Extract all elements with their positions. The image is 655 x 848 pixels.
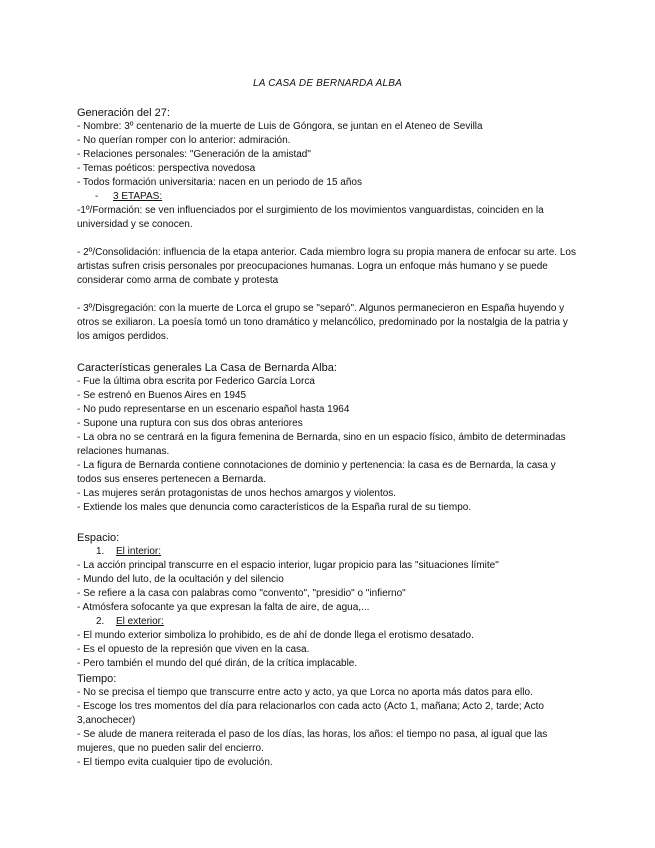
generacion-item: - Nombre: 3º centenario de la muerte de Luis de Góngora, se juntan en el Ateneo de Sevilla (77, 121, 483, 132)
caracteristicas-item: - La obra no se centrará en la figura femenina de Bernarda, sino en un espacio físico, ámbito de determinadas relaciones humanas. (77, 432, 566, 457)
tiempo-heading: Tiempo: (77, 673, 117, 685)
section-espacio (77, 531, 580, 671)
generacion-item: - Temas poéticos: perspectiva novedosa (77, 163, 256, 174)
generacion-heading: Generación del 27: (77, 107, 170, 119)
caracteristicas-item: - Se estrenó en Buenos Aires en 1945 (77, 390, 247, 401)
interior-number: 1. (96, 546, 105, 557)
tiempo-item: - El tiempo evita cualquier tipo de evolución. (77, 757, 273, 768)
exterior-label: El exterior: (116, 616, 164, 627)
generacion-item: - No querían romper con lo anterior: admiración. (77, 135, 291, 146)
exterior-item: - Es el opuesto de la represión que viven en la casa. (77, 644, 310, 655)
exterior-item: - El mundo exterior simboliza lo prohibido, es de ahí de donde llega el erotismo desatado. (77, 630, 474, 641)
etapas-heading (77, 190, 580, 204)
tiempo-item: - Escoge los tres momentos del día para relacionarlos con cada acto (Acto 1, mañana; Acto 2, tarde; Acto 3,anochecer) (77, 701, 544, 726)
interior-item: - La acción principal transcurre en el espacio interior, lugar propicio para las "situaciones límite" (77, 560, 499, 571)
etapas-label: 3 ETAPAS: (113, 191, 163, 202)
caracteristicas-item: - Fue la última obra escrita por Federico García Lorca (77, 376, 315, 387)
etapa-formacion: -1º/Formación: se ven influenciados por el surgimiento de los movimientos vanguardistas, coinciden en la universidad y se conocen. (77, 205, 544, 230)
caracteristicas-item: - Extiende los males que denuncia como característicos de la España rural de su tiempo. (77, 502, 472, 513)
caracteristicas-item: - No pudo representarse en un escenario español hasta 1964 (77, 404, 350, 415)
interior-item: - Se refiere a la casa con palabras como "convento", "presidio" o "infierno" (77, 588, 406, 599)
etapa-disgregacion: - 3º/Disgregación: con la muerte de Lorca el grupo se "separó". Algunos permanecieron en España huyendo y otros se exiliaron. La poesía tomó un tono dramático y melancólico, predominado por la nostalgia de la patria y los amigos perdidos. (77, 303, 568, 342)
espacio-heading: Espacio: (77, 532, 120, 544)
interior-label: El interior: (116, 546, 162, 557)
section-caracteristicas (77, 361, 580, 515)
caracteristicas-item: - Supone una ruptura con sus dos obras anteriores (77, 418, 303, 429)
exterior-item: - Pero también el mundo del qué dirán, de la crítica implacable. (77, 658, 358, 669)
etapas-bullet: - (95, 191, 99, 202)
generacion-item: - Todos formación universitaria: nacen en un periodo de 15 años (77, 177, 362, 188)
etapa-consolidacion: - 2º/Consolidación: influencia de la etapa anterior. Cada miembro logra su propia manera de enfocar su arte. Los artistas sufren crisis personales por preocupaciones humanas. Logra un enfoque más humano y se puede considerar como arma de combate y protesta (77, 247, 576, 286)
section-generacion (77, 106, 580, 344)
caracteristicas-item: - La figura de Bernarda contiene connotaciones de dominio y pertenencia: la casa es de Bernarda, la casa y todos sus enseres pertenecen a Bernarda. (77, 460, 556, 485)
caracteristicas-item: - Las mujeres serán protagonistas de unos hechos amargos y violentos. (77, 488, 397, 499)
tiempo-item: - No se precisa el tiempo que transcurre entre acto y acto, ya que Lorca no aporta más datos para ello. (77, 687, 533, 698)
generacion-item: - Relaciones personales: "Generación de la amistad" (77, 149, 311, 160)
espacio-exterior-heading (77, 615, 580, 629)
tiempo-item: - Se alude de manera reiterada el paso de los días, las horas, los años: el tiempo no pasa, al igual que las mujeres, que no pueden salir del encierro. (77, 729, 548, 754)
interior-item: - Atmósfera sofocante ya que expresan la falta de aire, de agua,... (77, 602, 370, 613)
exterior-number: 2. (96, 616, 105, 627)
document-title: LA CASA DE BERNARDA ALBA (253, 78, 402, 89)
section-tiempo (77, 672, 580, 770)
interior-item: - Mundo del luto, de la ocultación y del silencio (77, 574, 284, 585)
espacio-interior-heading (77, 545, 580, 559)
caracteristicas-heading: Características generales La Casa de Bernarda Alba: (77, 362, 337, 374)
